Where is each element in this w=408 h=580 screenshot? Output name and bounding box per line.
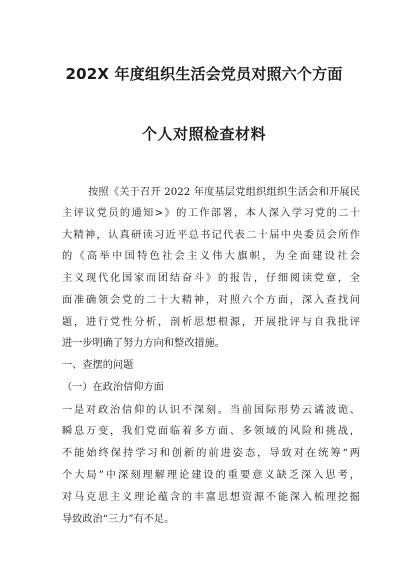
subsection-heading: （一）在政治信仰方面	[62, 382, 164, 393]
paragraph-2-line: 瞬息万变，我们党面临着多方面、多领域的风险和挑战，	[62, 426, 360, 437]
section-heading: 一、查摆的问题	[62, 360, 134, 371]
paragraph-1-line: 题，进行党性分析，剖析思想根源，开展批评与自我批评	[62, 317, 360, 328]
paragraph-1-line: 进一步明确了努力方向和整改措施。	[62, 338, 225, 349]
paragraph-2-line: 对马克思主义理论蕴含的丰富思想资源不能深入梳理挖掘	[62, 492, 360, 503]
paragraph-2-line: 导致政治“三力”有不足。	[62, 514, 175, 525]
paragraph-2-line: 不能始终保持学习和创新的前进姿态，导致对在统筹“两	[62, 448, 360, 459]
document-title: 202X 年度组织生活会党员对照六个方面	[65, 65, 343, 83]
paragraph-2-line: 个大局”中深刻理解理论建设的重要意义缺乏深入思考，	[62, 470, 360, 481]
paragraph-1-line: 大精神，认真研读习近平总书记代表二十届中央委员会所作	[62, 230, 360, 241]
paragraph-1-line: 面准确领会党的二十大精神，对照六个方面，深入查找问	[62, 295, 360, 306]
paragraph-2-line: 一是对政治信仰的认识不深刻。当前国际形势云谲波诡、	[62, 405, 360, 416]
paragraph-1-line: 的《高举中国特色社会主义伟大旗帜，为全面建设社会	[62, 251, 360, 262]
paragraph-1-line: 主义现代化国家而团结奋斗》的报告，仔细阅读党章，全	[62, 273, 360, 284]
paragraph-1-line: 主评议党员的通知>》的工作部署，本人深入学习党的二十	[62, 208, 360, 219]
paragraph-1-line: 按照《关于召开 2022 年度基层党组织组织生活会和开展民	[88, 187, 360, 198]
document-subtitle: 个人对照检查材料	[141, 125, 266, 143]
